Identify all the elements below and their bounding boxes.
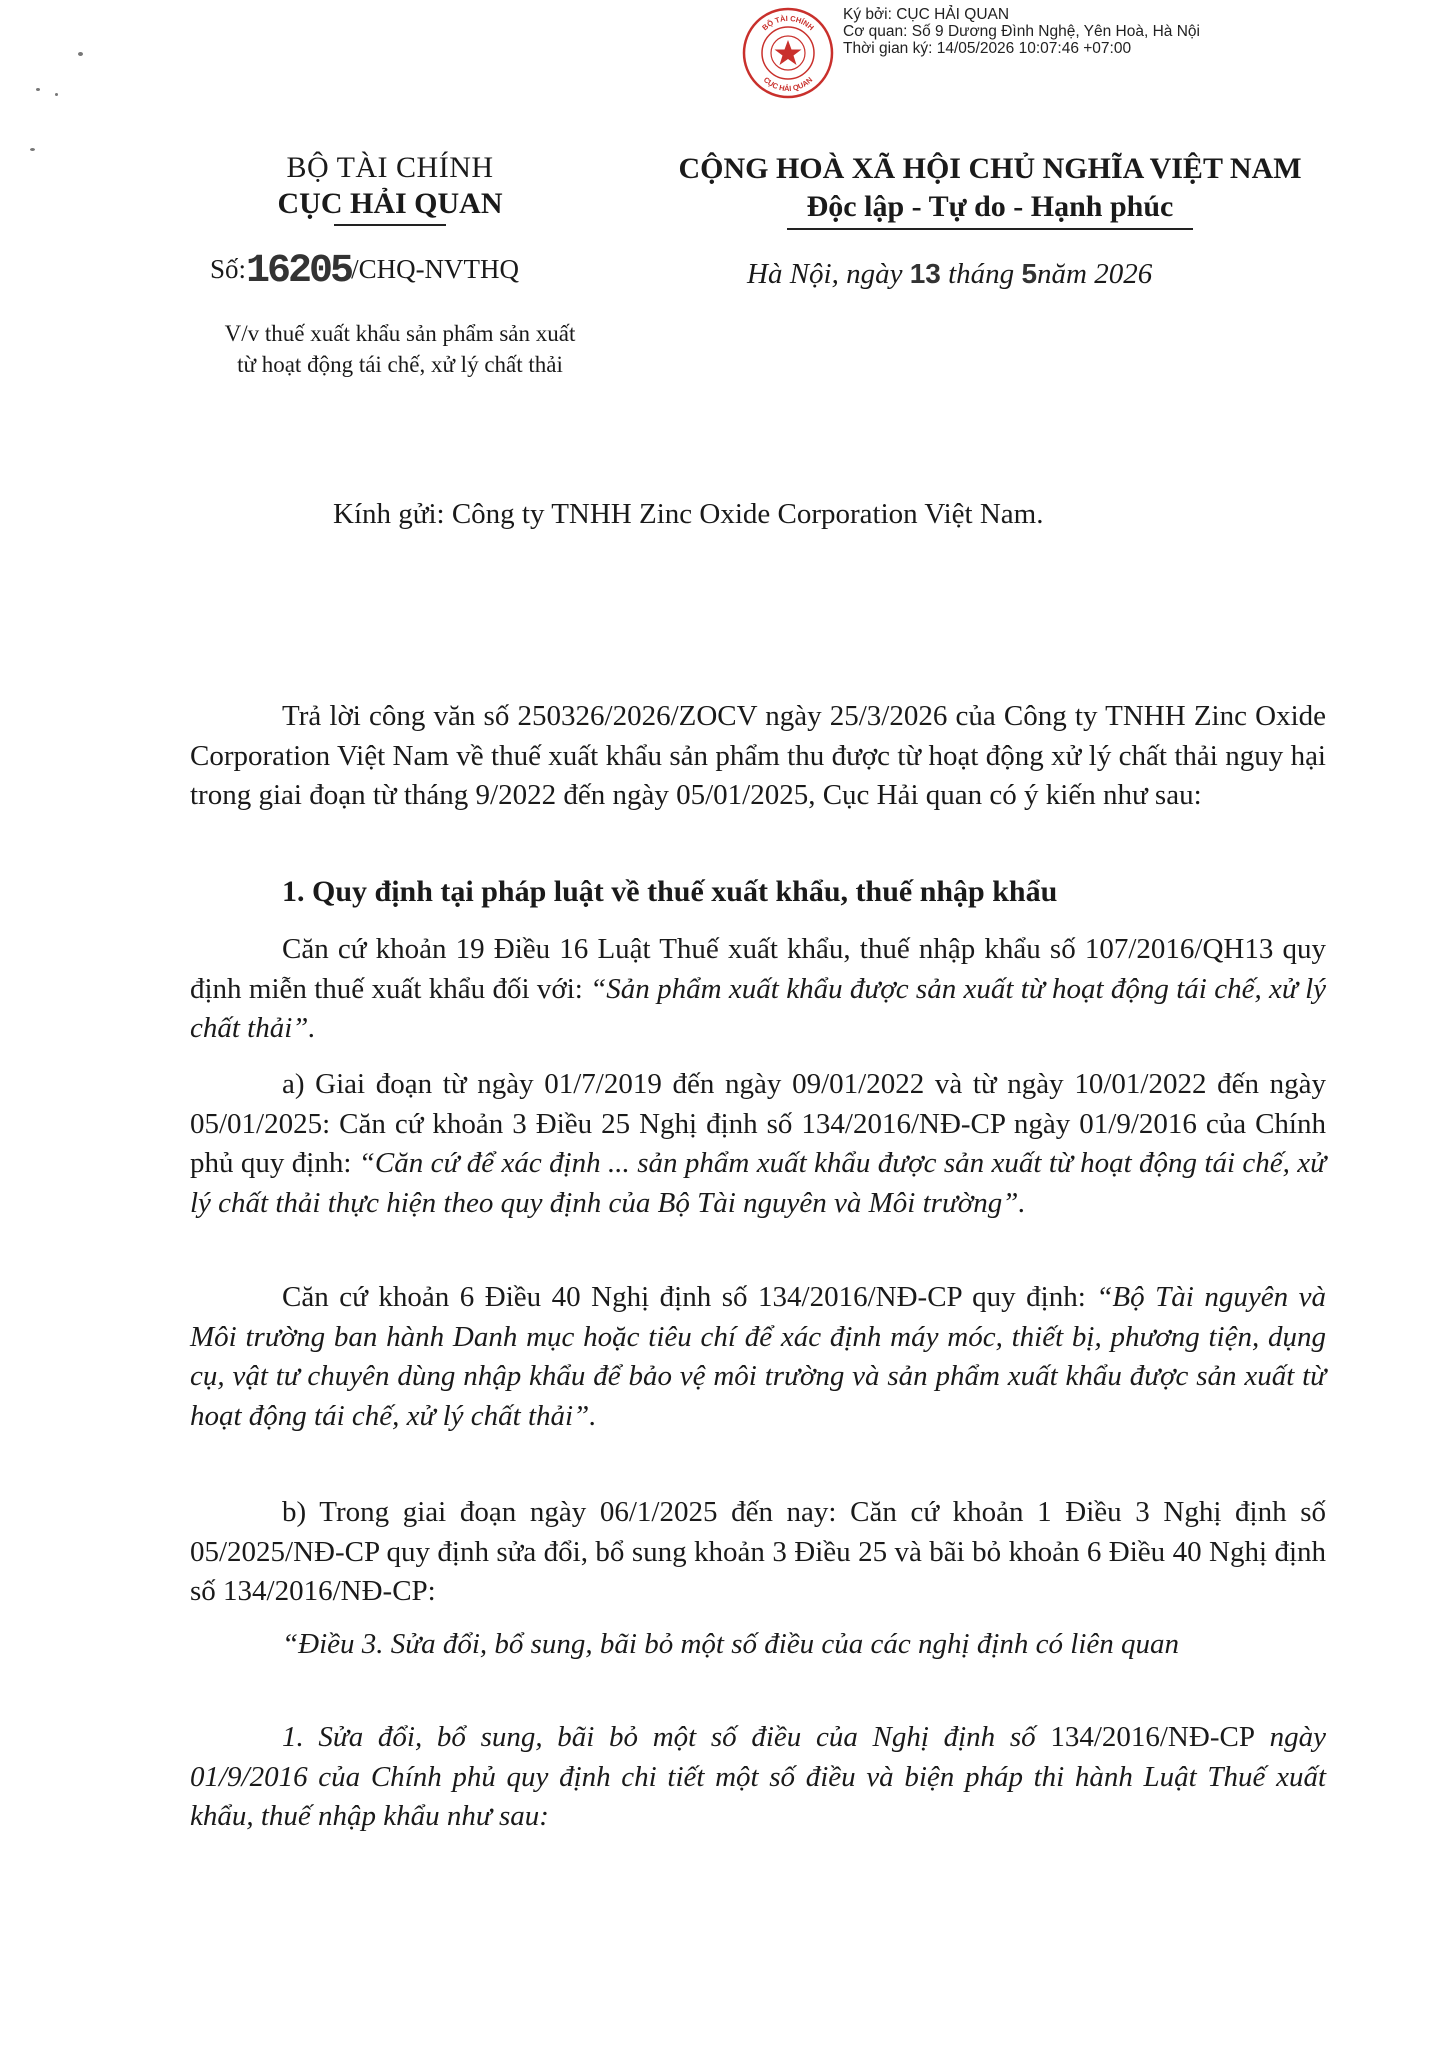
- signed-by: Ký bởi: CỤC HẢI QUAN: [843, 6, 1010, 23]
- paragraph-amendment-1: [190, 1718, 1326, 1837]
- decree-basis-quote: “Bộ Tài nguyên và Môi trường ban hành Danh mục hoặc tiêu chí để xác định máy móc, thiết bị, phương tiện, dụng cụ, vật tư chuyên dùng nhập khẩu để bảo vệ môi trường và sản phẩm xuất khẩu được sản xuất từ hoạt động tái chế, xử lý chất thải”.: [190, 1281, 1326, 1432]
- subject-line-1: V/v thuế xuất khẩu sản phẩm sản xuất: [224, 321, 576, 346]
- national-motto: Độc lập - Tự do - Hạnh phúc: [806, 190, 1174, 223]
- scan-speck: [30, 148, 35, 151]
- salutation: Kính gửi: Công ty TNHH Zinc Oxide Corporation Việt Nam.: [333, 498, 1044, 530]
- republic-title: CỘNG HOÀ XÃ HỘI CHỦ NGHĨA VIỆT NAM: [678, 152, 1302, 185]
- department-name: CỤC HẢI QUAN: [277, 187, 503, 220]
- date-month-label: tháng: [940, 258, 1022, 290]
- official-seal-icon: [742, 7, 834, 99]
- amendment-text-c: ngày 01/9/2016 của Chính phủ quy định chi tiết một số điều và biện pháp thi hành Luật Thuế xuất khẩu, thuế nhập khẩu như sau:: [190, 1721, 1327, 1832]
- paragraph-article-3: “Điều 3. Sửa đổi, bổ sung, bãi bỏ một số điều của các nghị định có liên quan: [282, 1628, 1180, 1660]
- svg-text:BỘ TÀI CHÍNH: BỘ TÀI CHÍNH: [760, 13, 816, 33]
- signer-agency: Cơ quan: Số 9 Dương Đình Nghệ, Yên Hoà, Hà Nội: [843, 23, 1200, 40]
- national-header: [640, 150, 1340, 230]
- motto-underline: [787, 228, 1193, 230]
- date-year: năm 2026: [1037, 258, 1153, 290]
- signature-info: [843, 6, 1383, 57]
- paragraph-law-basis: [190, 930, 1326, 1049]
- law-basis-text: Căn cứ khoản 19 Điều 16 Luật Thuế xuất khẩu, thuế nhập khẩu số 107/2016/QH13 quy định miễn thuế xuất khẩu đối với:: [190, 933, 1326, 1005]
- period-a-quote: “Căn cứ để xác định ... sản phẩm xuất khẩu được sản xuất từ hoạt động tái chế, xử lý chất thải thực hiện theo quy định của Bộ Tài nguyên và Môi trường”.: [190, 1147, 1326, 1219]
- scan-speck: [78, 52, 83, 56]
- decree-basis-text: Căn cứ khoản 6 Điều 40 Nghị định số 134/2016/NĐ-CP quy định:: [282, 1281, 1097, 1313]
- section-heading-1: 1. Quy định tại pháp luật về thuế xuất khẩu, thuế nhập khẩu: [282, 875, 1058, 908]
- date-prefix: Hà Nội, ngày: [747, 258, 910, 290]
- paragraph-period-b: b) Trong giai đoạn ngày 06/1/2025 đến nay: Căn cứ khoản 1 Điều 3 Nghị định số 05/2025/NĐ-CP quy định sửa đổi, bổ sung khoản 3 Điều 25 và bãi bỏ khoản 6 Điều 40 Nghị định số 134/2016/NĐ-CP:: [190, 1496, 1326, 1607]
- scan-speck: [55, 93, 58, 96]
- amendment-text-a: 1. Sửa đổi, bổ sung, bãi bỏ một số điều của Nghị định số: [282, 1721, 1051, 1753]
- date-month: 5: [1021, 258, 1038, 289]
- paragraph-intro: Trả lời công văn số 250326/2026/ZOCV ngày 25/3/2026 của Công ty TNHH Zinc Oxide Corporation Việt Nam về thuế xuất khẩu sản phẩm thu được từ hoạt động xử lý chất thải nguy hại trong giai đoạn từ tháng 9/2022 đến ngày 05/01/2025, Cục Hải quan có ý kiến như sau:: [190, 700, 1326, 811]
- doc-prefix: Số:: [210, 254, 247, 284]
- paragraph-period-a: [190, 1065, 1326, 1223]
- date-day: 13: [909, 258, 941, 289]
- svg-text:CỤC HẢI QUAN: CỤC HẢI QUAN: [761, 75, 815, 94]
- document-subject: [165, 318, 635, 380]
- doc-suffix: /CHQ-NVTHQ: [351, 254, 520, 284]
- issuer-block: [150, 150, 630, 226]
- department-underline: [334, 224, 446, 226]
- document-number: [210, 246, 520, 294]
- doc-number-value: 16205: [246, 249, 352, 294]
- subject-line-2: từ hoạt động tái chế, xử lý chất thải: [237, 352, 563, 377]
- date-line: [747, 258, 1152, 291]
- period-a-text: a) Giai đoạn từ ngày 01/7/2019 đến ngày 09/01/2022 và từ ngày 10/01/2022 đến ngày 05/01/2025: Căn cứ khoản 3 Điều 25 Nghị định số 134/2016/NĐ-CP ngày 01/9/2016 của Chính phủ quy định:: [190, 1068, 1326, 1179]
- ministry-name: BỘ TÀI CHÍNH: [286, 151, 494, 184]
- signing-time: Thời gian ký: 14/05/2026 10:07:46 +07:00: [843, 40, 1132, 57]
- scan-speck: [36, 88, 40, 91]
- amendment-decree-ref: 134/2016/NĐ-CP: [1050, 1721, 1255, 1753]
- paragraph-decree-basis: [190, 1278, 1326, 1436]
- law-basis-quote: “Sản phẩm xuất khẩu được sản xuất từ hoạt động tái chế, xử lý chất thải”.: [190, 972, 1326, 1044]
